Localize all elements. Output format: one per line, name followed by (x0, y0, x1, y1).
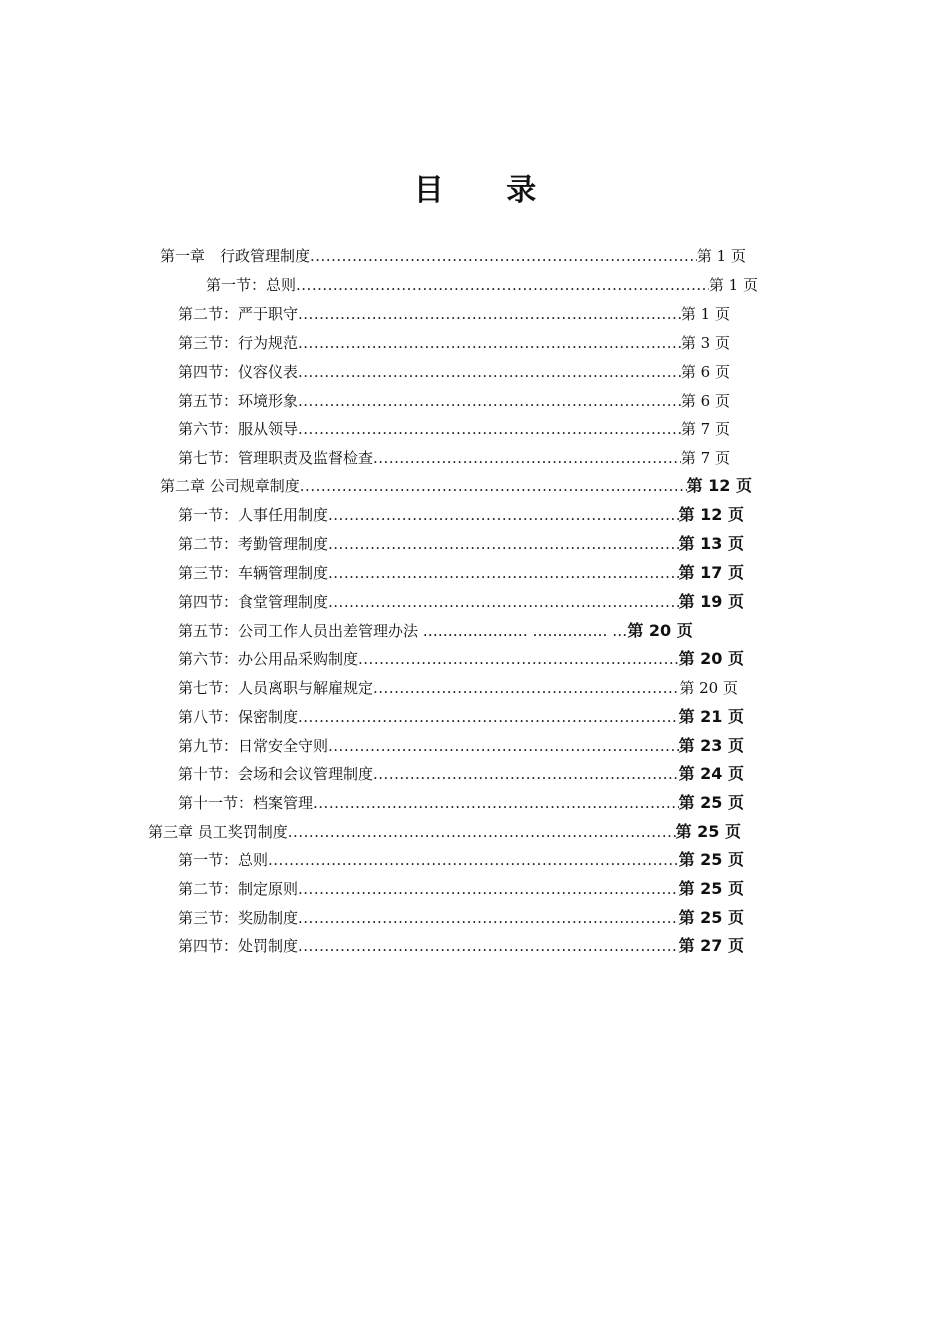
toc-chapter[interactable] (160, 245, 746, 267)
toc-section[interactable] (178, 390, 730, 412)
toc-leader-dots (298, 706, 679, 728)
toc-entry-page: 第 25 页 (678, 879, 744, 898)
toc-leader-dots (328, 504, 679, 526)
toc-entry-page: 第 25 页 (678, 850, 744, 869)
toc-section[interactable] (178, 763, 744, 785)
toc-leader-dots (328, 562, 679, 584)
toc-entry-label: 第二节：制定原则 (178, 880, 299, 898)
toc-entry-label: 第十节：会场和会议管理制度 (178, 765, 374, 783)
toc-title: 目 录 (413, 173, 563, 208)
toc-entry-label: 第七节：人员离职与解雇规定 (178, 679, 374, 697)
toc-leader-dots (298, 878, 679, 900)
toc-entry-label: 第三节：奖励制度 (178, 909, 299, 927)
toc-leader-dots (298, 361, 681, 383)
toc-entry-label: 第三节：车辆管理制度 (178, 564, 329, 582)
toc-entry-label: 第十一节：档案管理 (178, 794, 314, 812)
toc-leader-dots (296, 274, 709, 296)
toc-section[interactable] (178, 533, 744, 555)
toc-entry-page: 第 1 页 (680, 305, 730, 323)
toc-section[interactable] (178, 303, 730, 325)
toc-leader-dots (298, 418, 681, 440)
toc-section[interactable] (178, 648, 744, 670)
toc-entry-page: 第 27 页 (678, 936, 744, 955)
toc-entry-label: 第二章 公司规章制度 (160, 477, 300, 495)
toc-leader-dots (373, 677, 679, 699)
toc-entry-page: 第 21 页 (678, 707, 744, 726)
toc-section[interactable] (178, 332, 730, 354)
toc-section[interactable] (178, 620, 748, 642)
toc-entry-label: 第五节：公司工作人员出差管理办法 ………………… …………… … (178, 622, 628, 640)
toc-section[interactable] (206, 274, 758, 296)
toc-entry-page: 第 12 页 (678, 505, 744, 524)
toc-entry-page: 第 20 页 (679, 679, 738, 697)
toc-entry-label: 第四节：仪容仪表 (178, 363, 299, 381)
toc-chapter[interactable] (160, 475, 752, 497)
toc-entry-page: 第 1 页 (708, 276, 758, 294)
toc-entry-label: 第四节：食堂管理制度 (178, 593, 329, 611)
toc-entry-label: 第二节：考勤管理制度 (178, 535, 329, 553)
toc-leader-dots (373, 763, 679, 785)
toc-entry-label: 第四节：处罚制度 (178, 937, 299, 955)
toc-entry-page: 第 23 页 (678, 736, 744, 755)
toc-leader-dots (268, 849, 679, 871)
toc-leader-dots (298, 390, 681, 412)
toc-entry-label: 第三节：行为规范 (178, 334, 299, 352)
toc-entry-page: 第 20 页 (678, 649, 744, 668)
toc-entry-label: 第一节：总则 (178, 851, 269, 869)
toc-section[interactable] (178, 361, 730, 383)
toc-leader-dots (300, 475, 687, 497)
toc-entry-page: 第 7 页 (680, 449, 730, 467)
toc-leader-dots (298, 907, 679, 929)
toc-section[interactable] (178, 418, 730, 440)
toc-entry-page: 第 3 页 (680, 334, 730, 352)
toc-section[interactable] (178, 447, 730, 469)
toc-leader-dots (288, 821, 676, 843)
toc-entry-page: 第 17 页 (678, 563, 744, 582)
toc-entry-label: 第六节：服从领导 (178, 420, 299, 438)
toc-chapter[interactable] (148, 821, 741, 843)
toc-entry-label: 第八节：保密制度 (178, 708, 299, 726)
toc-entry-label: 第二节：严于职守 (178, 305, 299, 323)
toc-entry-page: 第 25 页 (675, 822, 741, 841)
toc-section[interactable] (178, 706, 744, 728)
toc-section[interactable] (178, 849, 744, 871)
toc-entry-label: 第六节：办公用品采购制度 (178, 650, 359, 668)
toc-entry-label: 第一节：总则 (206, 276, 297, 294)
toc-leader-dots (298, 303, 681, 325)
toc-section[interactable] (178, 504, 744, 526)
toc-entry-page: 第 7 页 (680, 420, 730, 438)
toc-entry-label: 第七节：管理职责及监督检查 (178, 449, 374, 467)
toc-leader-dots (358, 648, 679, 670)
toc-leader-dots (373, 447, 681, 469)
toc-entry-page: 第 24 页 (678, 764, 744, 783)
toc-leader-dots (298, 332, 681, 354)
toc-leader-dots (328, 533, 679, 555)
toc-entry-label: 第一章 行政管理制度 (160, 247, 311, 265)
toc-entry-page: 第 12 页 (686, 476, 752, 495)
toc-leader-dots (298, 935, 679, 957)
toc-entry-page: 第 25 页 (678, 793, 744, 812)
toc-entry-label: 第九节：日常安全守则 (178, 737, 329, 755)
toc-entry-page: 第 1 页 (696, 247, 746, 265)
toc-entry-label: 第五节：环境形象 (178, 392, 299, 410)
toc-entry-label: 第三章 员工奖罚制度 (148, 823, 288, 841)
toc-section[interactable] (178, 677, 738, 699)
toc-section[interactable] (178, 878, 744, 900)
toc-section[interactable] (178, 562, 744, 584)
toc-entry-page: 第 13 页 (678, 534, 744, 553)
toc-leader-dots (313, 792, 679, 814)
toc-section[interactable] (178, 591, 744, 613)
toc-section[interactable] (178, 792, 744, 814)
toc-entry-page: 第 19 页 (678, 592, 744, 611)
toc-leader-dots (328, 591, 679, 613)
toc-entry-page: 第 6 页 (680, 363, 730, 381)
toc-leader-dots (328, 735, 679, 757)
toc-section[interactable] (178, 907, 744, 929)
toc-leader-dots (310, 245, 697, 267)
toc-entry-label: 第一节：人事任用制度 (178, 506, 329, 524)
toc-entry-page: 第 6 页 (680, 392, 730, 410)
toc-section[interactable] (178, 735, 744, 757)
toc-entry-page: 第 20 页 (627, 621, 693, 640)
toc-section[interactable] (178, 935, 744, 957)
toc-entry-page: 第 25 页 (678, 908, 744, 927)
